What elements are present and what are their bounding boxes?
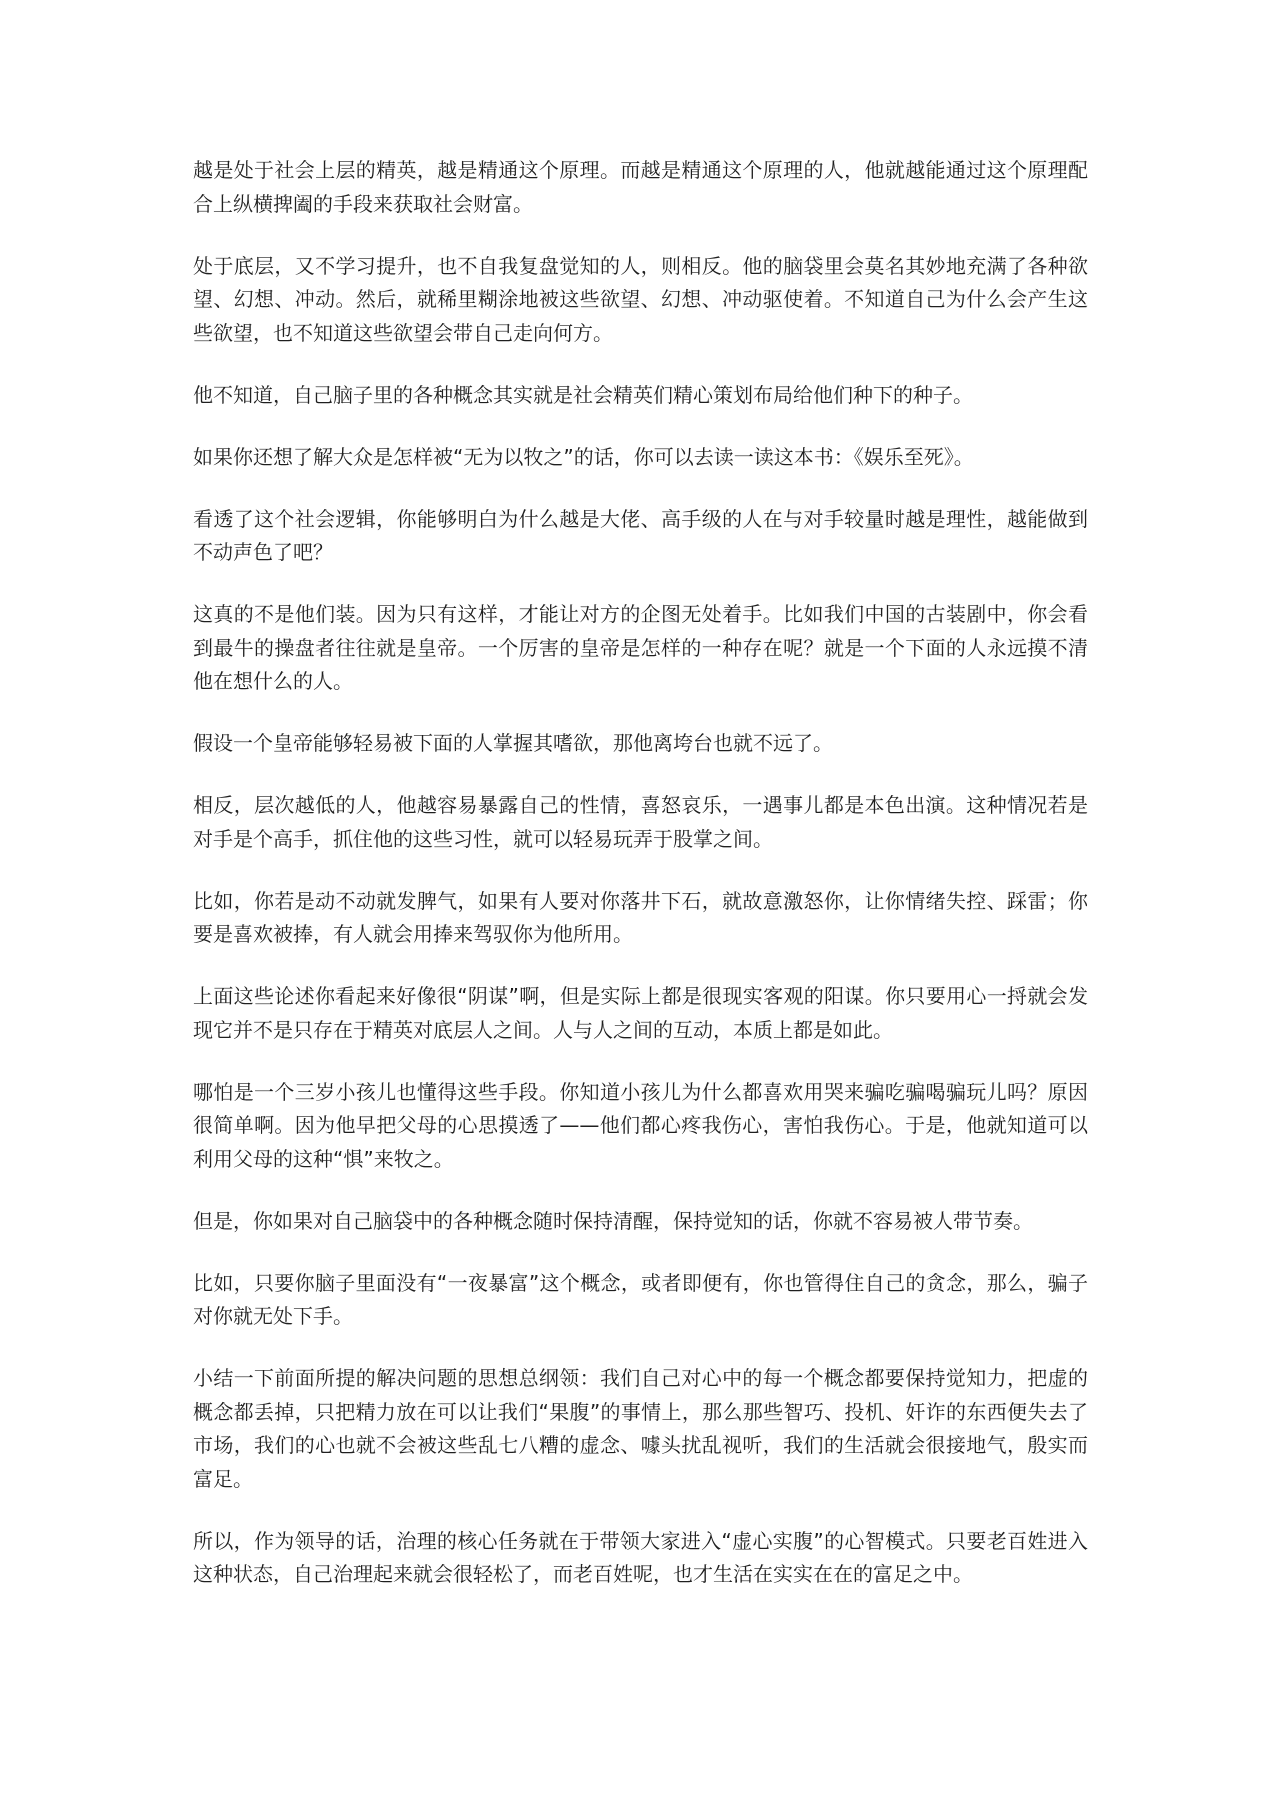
paragraph: 相反，层次越低的人，他越容易暴露自己的性情，喜怒哀乐，一遇事儿都是本色出演。这种情况若是对手是个高手，抓住他的这些习性，就可以轻易玩弄于股掌之间。 — [193, 793, 1088, 851]
paragraph: 上面这些论述你看起来好像很“阴谋”啊，但是实际上都是很现实客观的阳谋。你只要用心一捋就会发现它并不是只存在于精英对底层人之间。人与人之间的互动，本质上都是如此。 — [193, 984, 1088, 1042]
paragraph: 越是处于社会上层的精英，越是精通这个原理。而越是精通这个原理的人，他就越能通过这个原理配合上纵横捭阖的手段来获取社会财富。 — [193, 158, 1088, 216]
paragraph: 但是，你如果对自己脑袋中的各种概念随时保持清醒，保持觉知的话，你就不容易被人带节奏。 — [193, 1208, 1033, 1233]
paragraph: 小结一下前面所提的解决问题的思想总纲领：我们自己对心中的每一个概念都要保持觉知力，把虚的概念都丢掉，只把精力放在可以让我们“果腹”的事情上，那么那些智巧、投机、奸诈的东西便失去了市场，我们的心也就不会被这些乱七八糟的虚念、噱头扰乱视听，我们的生活就会很接地气，殷实而富足。 — [193, 1366, 1088, 1491]
paragraph: 比如，你若是动不动就发脾气，如果有人要对你落井下石，就故意激怒你，让你情绪失控、踩雷；你要是喜欢被捧，有人就会用捧来驾驭你为他所用。 — [193, 888, 1088, 946]
paragraph: 看透了这个社会逻辑，你能够明白为什么越是大佬、高手级的人在与对手较量时越是理性，越能做到不动声色了吧？ — [193, 506, 1088, 564]
paragraph: 假设一个皇帝能够轻易被下面的人掌握其嗜欲，那他离垮台也就不远了。 — [193, 731, 833, 755]
paragraph: 处于底层，又不学习提升，也不自我复盘觉知的人，则相反。他的脑袋里会莫名其妙地充满了各种欲望、幻想、冲动。然后，就稀里糊涂地被这些欲望、幻想、冲动驱使着。不知道自己为什么会产生这些欲望，也不知道这些欲望会带自己走向何方。 — [193, 253, 1088, 345]
paragraph: 如果你还想了解大众是怎样被“无为以牧之”的话，你可以去读一读这本书：《娱乐至死》。 — [193, 444, 974, 469]
document-body — [193, 154, 1088, 1620]
paragraph: 这真的不是他们装。因为只有这样，才能让对方的企图无处着手。比如我们中国的古装剧中，你会看到最牛的操盘者往往就是皇帝。一个厉害的皇帝是怎样的一种存在呢？就是一个下面的人永远摸不清他在想什么的人。 — [193, 602, 1088, 693]
paragraph: 所以，作为领导的话，治理的核心任务就在于带领大家进入“虚心实腹”的心智模式。只要老百姓进入这种状态，自己治理起来就会很轻松了，而老百姓呢，也才生活在实实在在的富足之中。 — [193, 1528, 1088, 1586]
paragraph: 比如，只要你脑子里面没有“一夜暴富”这个概念，或者即便有，你也管得住自己的贪念，那么，骗子对你就无处下手。 — [193, 1270, 1088, 1328]
paragraph: 他不知道，自己脑子里的各种概念其实就是社会精英们精心策划布局给他们种下的种子。 — [193, 382, 973, 407]
paragraph: 哪怕是一个三岁小孩儿也懂得这些手段。你知道小孩儿为什么都喜欢用哭来骗吃骗喝骗玩儿吗？原因很简单啊。因为他早把父母的心思摸透了——他们都心疼我伤心，害怕我伤心。于是，他就知道可以利用父母的这种“惧”来牧之。 — [193, 1079, 1088, 1171]
